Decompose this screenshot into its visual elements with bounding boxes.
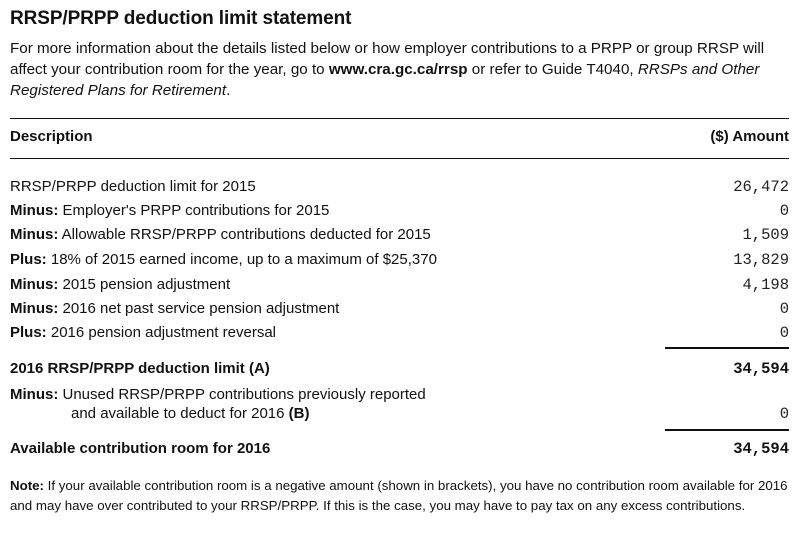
row-prefix: Minus: [10, 276, 59, 293]
row-label [10, 202, 329, 219]
row-text: 2015 pension adjustment [58, 276, 231, 293]
intro-text-before: For more information about the details listed below or how employer contributions to a PRPP or group RRSP will affect your contribution room for the year, go to [10, 40, 765, 78]
row-marker: (B) [288, 405, 310, 422]
intro-text-middle: or refer to Guide T4040, [467, 61, 638, 78]
row-text: RRSP/PRPP deduction limit for 2015 [10, 178, 256, 195]
row-label-line2 [71, 405, 310, 422]
row-prefix: Plus: [10, 251, 47, 268]
header-divider [10, 158, 789, 159]
row-label [10, 276, 230, 293]
row-value: 0 [779, 202, 789, 220]
row-prefix: Minus: [10, 300, 59, 317]
subtotal-rule [665, 347, 789, 349]
row-text: Unused RRSP/PRPP contributions previously reported [58, 386, 426, 403]
row-text: 2016 pension adjustment reversal [46, 324, 276, 341]
row-available-room [10, 440, 789, 460]
table-header [10, 128, 789, 148]
row-label [10, 300, 339, 317]
row-value: 26,472 [733, 178, 789, 196]
row-value: 0 [779, 405, 789, 423]
row-prefix: Plus: [10, 324, 47, 341]
row-prefix: Minus: [10, 386, 59, 403]
row-text: Allowable RRSP/PRPP contributions deducted for 2015 [58, 226, 431, 243]
row-label [10, 178, 256, 195]
guide-title: RRSPs and Other Registered Plans for Retirement [10, 61, 760, 99]
row-label [10, 251, 437, 268]
row-employer-prpp [10, 202, 789, 222]
header-description: Description [10, 128, 93, 145]
intro-text-end: . [226, 82, 231, 99]
header-amount: ($) Amount [710, 128, 789, 145]
row-label [10, 226, 431, 243]
table-top-border [10, 118, 789, 119]
statement-page [10, 6, 789, 513]
row-label-line1 [10, 386, 426, 403]
note-paragraph [10, 476, 789, 516]
row-adjustment-reversal [10, 324, 789, 344]
note-prefix: Note: [10, 478, 44, 493]
row-prefix: Minus: [10, 202, 59, 219]
total-rule [665, 429, 789, 431]
row-value: 4,198 [742, 276, 789, 294]
row-unused-contributions [10, 386, 789, 428]
row-text: 18% of 2015 earned income, up to a maximum of $25,370 [46, 251, 437, 268]
row-value: 1,509 [742, 226, 789, 244]
row-earned-income [10, 251, 789, 271]
row-deduction-limit-total [10, 360, 789, 380]
note-text: If your available contribution room is a negative amount (shown in brackets), you have no contribution room available for 2016 and may have over contributed to your RRSP/PRPP. If this is the case, you may have to pay tax on any excess contributions. [10, 478, 788, 513]
total-label: Available contribution room for 2016 [10, 440, 271, 457]
row-allowable-contributions [10, 226, 789, 246]
page-title: RRSP/PRPP deduction limit statement [10, 8, 352, 29]
total-label: 2016 RRSP/PRPP deduction limit (A) [10, 360, 270, 377]
row-prefix: Minus: [10, 226, 59, 243]
row-value: 0 [779, 300, 789, 318]
total-value: 34,594 [733, 440, 789, 458]
row-text: 2016 net past service pension adjustment [58, 300, 340, 317]
row-value: 13,829 [733, 251, 789, 269]
row-pension-adjustment [10, 276, 789, 296]
intro-paragraph [10, 38, 789, 101]
row-past-service-adjustment [10, 300, 789, 320]
row-text: and available to deduct for 2016 [71, 405, 289, 422]
cra-rrsp-link: www.cra.gc.ca/rrsp [328, 61, 468, 78]
row-value: 0 [779, 324, 789, 342]
total-value: 34,594 [733, 360, 789, 378]
row-label [10, 324, 276, 341]
row-text: Employer's PRPP contributions for 2015 [58, 202, 330, 219]
row-deduction-limit-2015 [10, 178, 789, 198]
